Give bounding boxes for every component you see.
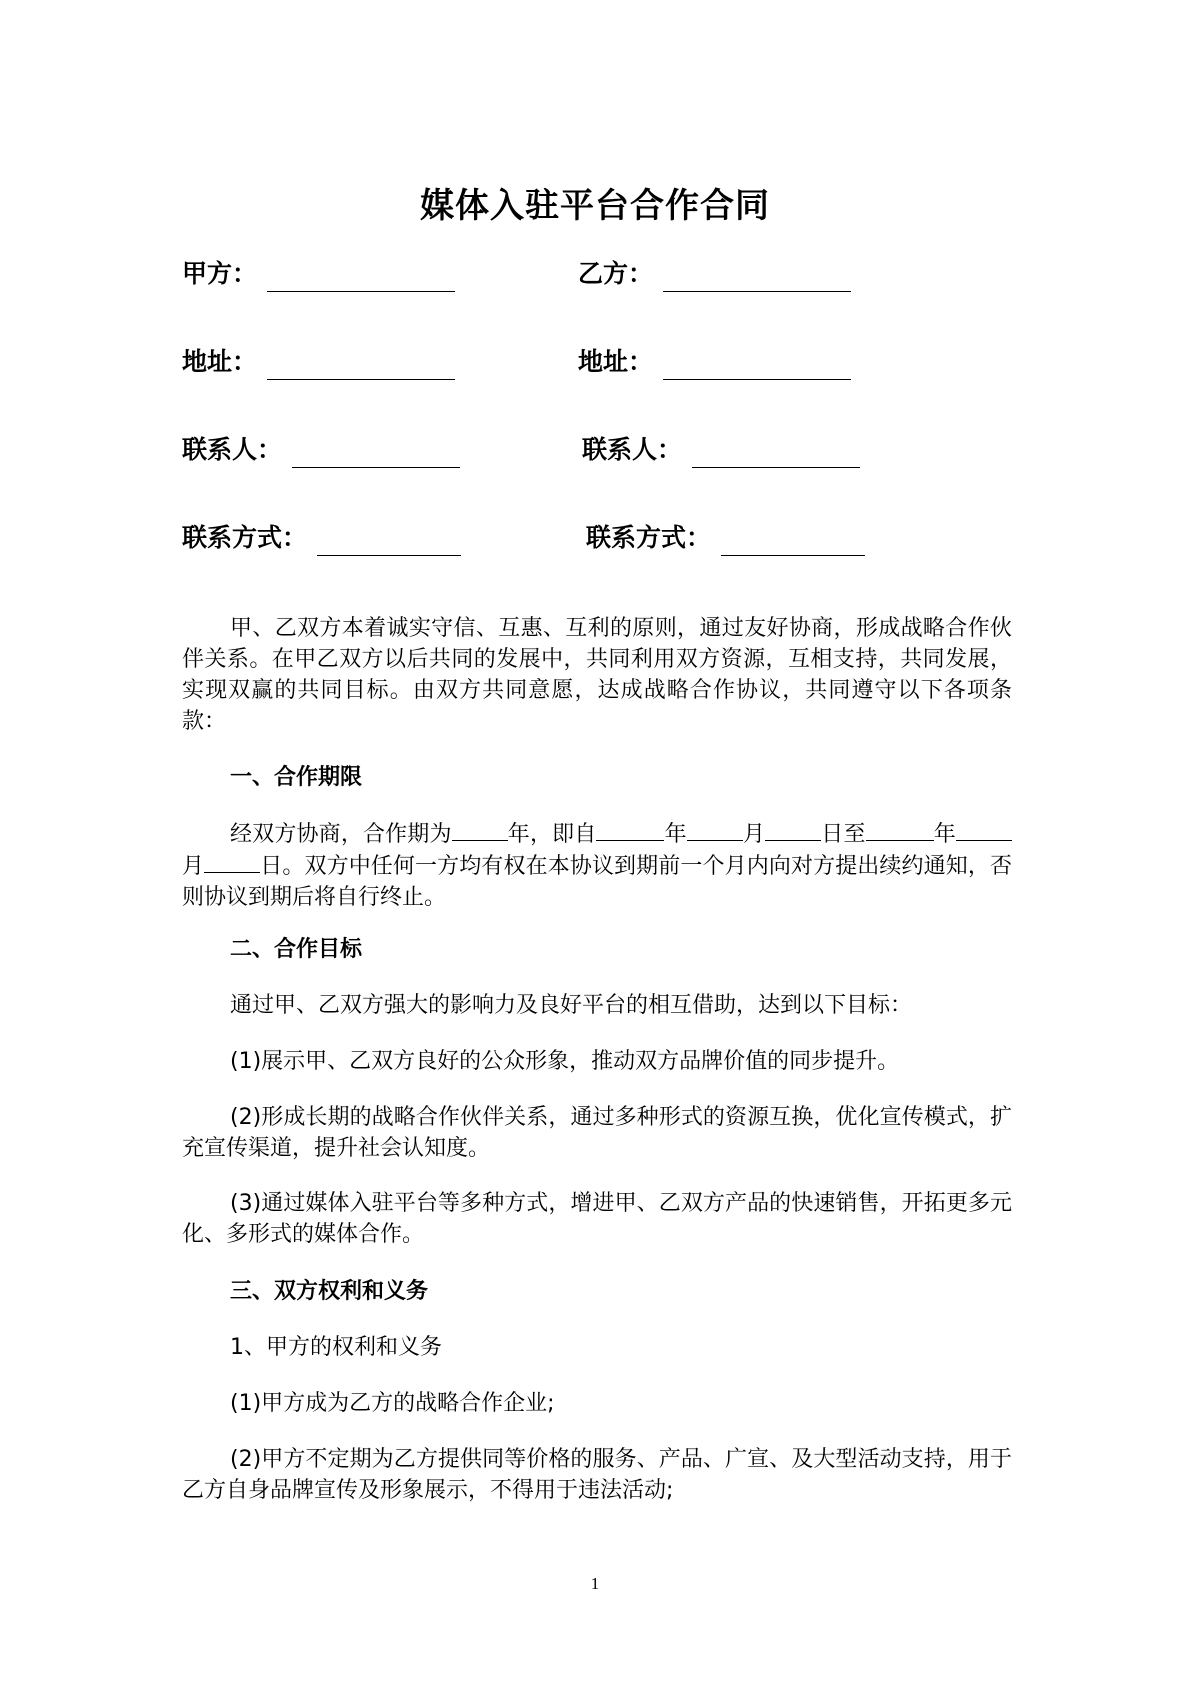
party-b-name-field — [578, 256, 851, 292]
term-text-prefix: 经双方协商，合作期为 — [230, 822, 452, 847]
party-b-phone-field — [586, 520, 865, 556]
section3-item2: (2)甲方不定期为乙方提供同等价格的服务、产品、广宣、及大型活动支持，用于乙方自身品牌宣传及形象展示，不得用于违法活动; — [182, 1447, 1012, 1503]
section2-item3: (3)通过媒体入驻平台等多种方式，增进甲、乙双方产品的快速销售，开拓更多元化、多形式的媒体合作。 — [182, 1191, 1012, 1247]
section1-heading: 一、合作期限 — [230, 765, 363, 790]
party-b-phone-blank[interactable] — [721, 525, 865, 556]
section3-sub1: 1、甲方的权利和义务 — [230, 1335, 442, 1360]
start-day-blank[interactable] — [765, 818, 821, 841]
party-b-address-label: 地址： — [578, 347, 654, 376]
start-month-blank[interactable] — [687, 818, 743, 841]
party-b-contact-field — [582, 432, 860, 468]
term-text-month2: 月 — [182, 854, 205, 879]
party-a-name-label: 甲方： — [182, 259, 258, 288]
party-row-name — [0, 256, 1190, 296]
party-b-address-field — [578, 344, 851, 380]
party-a-contact-label: 联系人： — [182, 435, 283, 464]
section3-item1: (1)甲方成为乙方的战略合作企业; — [230, 1391, 555, 1416]
party-a-address-field — [182, 344, 455, 380]
party-row-phone — [0, 520, 1190, 560]
intro-paragraph: 甲、乙双方本着诚实守信、互惠、互利的原则，通过友好协商，形成战略合作伙伴关系。在甲乙双方以后共同的发展中，共同利用双方资源，互相支持，共同发展，实现双赢的共同目标。由双方共同意愿，达成战略合作协议，共同遵守以下各项条款： — [182, 616, 1012, 734]
party-b-contact-blank[interactable] — [692, 437, 860, 468]
party-a-address-blank[interactable] — [267, 349, 455, 380]
party-b-contact-label: 联系人： — [582, 435, 683, 464]
term-text-day-to: 日至 — [821, 822, 866, 847]
section3-heading: 三、双方权利和义务 — [230, 1279, 429, 1304]
section2-heading: 二、合作目标 — [230, 937, 363, 962]
term-years-blank[interactable] — [452, 818, 508, 841]
term-text-rest: 日。双方中任何一方均有权在本协议到期前一个月内向对方提出续约通知，否则协议到期后将自行终止。 — [182, 854, 1012, 910]
page-number: 1 — [590, 1574, 600, 1593]
party-a-address-label: 地址： — [182, 347, 258, 376]
party-b-name-blank[interactable] — [663, 261, 851, 292]
end-month-blank[interactable] — [956, 818, 1012, 841]
party-b-address-blank[interactable] — [663, 349, 851, 380]
section1-paragraph — [182, 818, 1012, 913]
section2-item2: (2)形成长期的战略合作伙伴关系，通过多种形式的资源互换，优化宣传模式，扩充宣传渠道，提升社会认知度。 — [182, 1105, 1012, 1161]
end-day-blank[interactable] — [204, 850, 260, 873]
section2-item1: (1)展示甲、乙双方良好的公众形象，推动双方品牌价值的同步提升。 — [230, 1049, 900, 1074]
term-text-year: 年，即自 — [507, 822, 597, 847]
party-b-phone-label: 联系方式： — [586, 523, 712, 552]
start-year-blank[interactable] — [596, 818, 664, 841]
party-a-phone-field — [182, 520, 461, 556]
party-a-name-blank[interactable] — [267, 261, 455, 292]
party-a-phone-blank[interactable] — [317, 525, 461, 556]
party-a-contact-field — [182, 432, 460, 468]
contract-title: 媒体入驻平台合作合同 — [420, 186, 770, 226]
section2-intro: 通过甲、乙双方强大的影响力及良好平台的相互借助，达到以下目标： — [230, 993, 913, 1018]
party-row-address — [0, 344, 1190, 384]
party-a-contact-blank[interactable] — [292, 437, 460, 468]
end-year-blank[interactable] — [866, 818, 934, 841]
term-text-month: 月 — [742, 822, 766, 847]
party-b-name-label: 乙方： — [578, 259, 654, 288]
party-a-phone-label: 联系方式： — [182, 523, 308, 552]
party-row-contact — [0, 432, 1190, 472]
party-a-name-field — [182, 256, 455, 292]
term-text-year2: 年 — [664, 822, 687, 847]
term-text-year3: 年 — [933, 822, 956, 847]
